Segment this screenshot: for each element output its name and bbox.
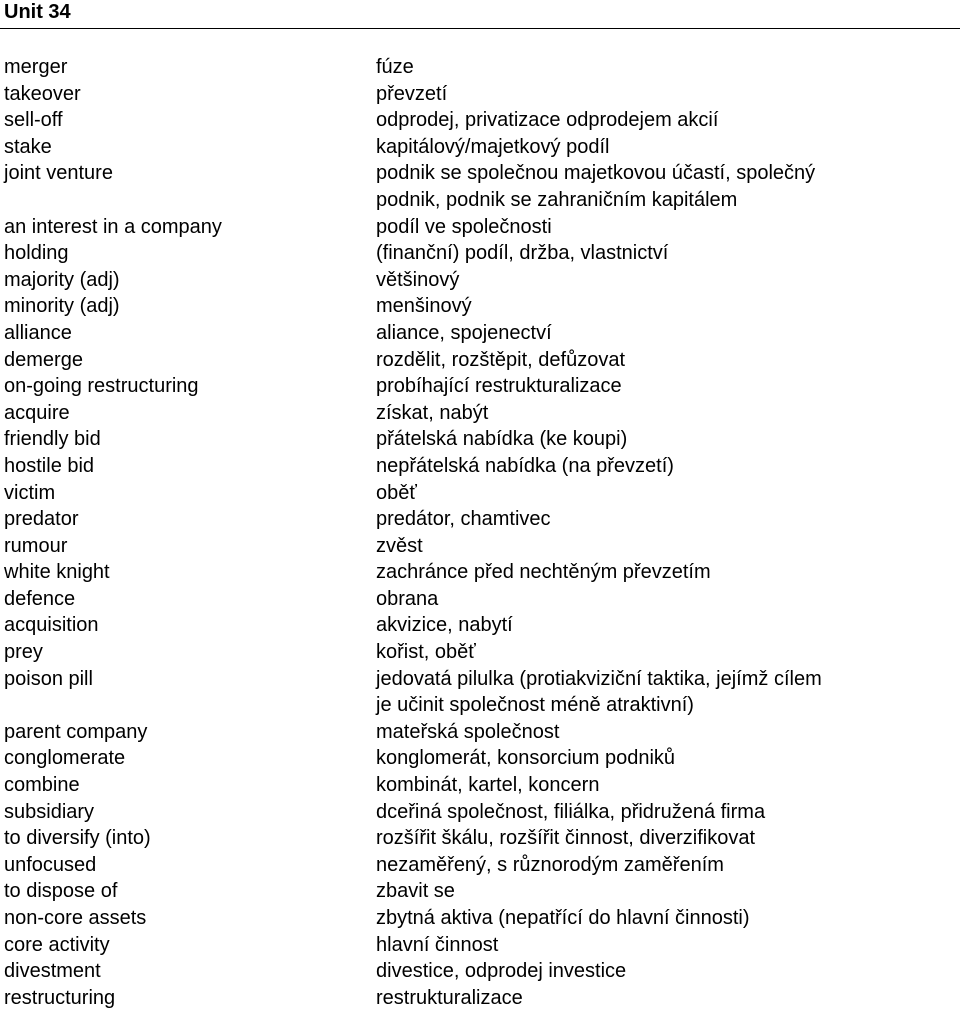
vocab-translation: přátelská nabídka (ke koupi)	[376, 428, 628, 451]
vocab-translation: oběť	[376, 481, 417, 504]
vocab-translation: akvizice, nabytí	[376, 614, 513, 637]
vocab-row	[0, 240, 960, 267]
vocab-row	[0, 639, 960, 666]
vocab-translation: fúze	[376, 56, 414, 78]
vocab-row	[0, 426, 960, 453]
vocab-translation: zvěst	[376, 534, 423, 557]
vocab-translation: mateřská společnost	[376, 720, 560, 743]
vocab-row	[0, 666, 960, 719]
vocab-term: subsidiary	[4, 800, 95, 823]
vocab-row	[0, 214, 960, 241]
vocab-term: restructuring	[4, 986, 116, 1009]
vocab-translation: probíhající restrukturalizace	[376, 375, 622, 398]
vocab-row	[0, 985, 960, 1012]
vocab-term: unfocused	[4, 853, 97, 876]
vocab-row	[0, 54, 960, 81]
vocab-term: core activity	[4, 933, 110, 956]
vocab-translation: aliance, spojenectví	[376, 321, 552, 344]
vocab-term: minority (adj)	[4, 295, 120, 318]
vocab-translation: menšinový	[376, 295, 472, 318]
vocab-row	[0, 719, 960, 746]
vocab-row	[0, 772, 960, 799]
vocab-row	[0, 612, 960, 639]
vocab-translation: zachránce před nechtěným převzetím	[376, 561, 711, 584]
vocab-row	[0, 825, 960, 852]
vocab-term: joint venture	[4, 162, 113, 185]
vocab-row	[0, 107, 960, 134]
vocab-translation: predátor, chamtivec	[376, 508, 551, 531]
vocab-term: friendly bid	[4, 428, 101, 451]
vocab-term: holding	[4, 242, 69, 265]
vocab-term: prey	[4, 641, 43, 664]
vocab-translation: konglomerát, konsorcium podniků	[376, 747, 676, 770]
vocab-term: an interest in a company	[4, 215, 222, 238]
vocab-term: poison pill	[4, 667, 93, 690]
vocab-row	[0, 373, 960, 400]
vocab-translation: podíl ve společnosti	[376, 215, 552, 238]
vocab-row	[0, 932, 960, 959]
vocab-row	[0, 878, 960, 905]
vocab-term: acquire	[4, 401, 70, 424]
vocab-term: sell-off	[4, 109, 63, 132]
vocab-translation: převzetí	[376, 82, 448, 105]
vocab-row	[0, 81, 960, 108]
vocab-row	[0, 267, 960, 294]
vocab-translation: rozdělit, rozštěpit, defůzovat	[376, 348, 626, 371]
vocab-term: hostile bid	[4, 454, 95, 477]
vocab-translation: zbavit se	[376, 880, 455, 903]
vocab-translation: hlavní činnost	[376, 933, 499, 956]
vocab-translation: rozšířit škálu, rozšířit činnost, diverzifikovat	[376, 827, 755, 850]
vocab-row	[0, 533, 960, 560]
vocab-row	[0, 586, 960, 613]
vocab-translation: nezaměřený, s různorodým zaměřením	[376, 853, 724, 876]
vocab-row	[0, 347, 960, 374]
vocab-translation: kořist, oběť	[376, 641, 476, 664]
vocab-term: majority (adj)	[4, 268, 120, 291]
vocab-translation: většinový	[376, 268, 460, 291]
vocab-row	[0, 293, 960, 320]
vocab-translation: zbytná aktiva (nepatřící do hlavní činnosti)	[376, 907, 750, 929]
vocab-term: predator	[4, 508, 79, 531]
vocab-term: to dispose of	[4, 880, 118, 903]
vocab-row	[0, 160, 960, 213]
vocab-row	[0, 852, 960, 879]
vocab-translation: podnik se společnou majetkovou účastí, společný podnik, podnik se zahraničním kapitálem	[376, 162, 816, 211]
vocab-term: on-going restructuring	[4, 375, 199, 398]
vocab-translation: nepřátelská nabídka (na převzetí)	[376, 454, 674, 477]
vocab-row	[0, 958, 960, 985]
vocab-translation: odprodej, privatizace odprodejem akcií	[376, 109, 719, 132]
vocab-term: merger	[4, 56, 68, 78]
vocab-translation: (finanční) podíl, držba, vlastnictví	[376, 242, 669, 265]
page-title: Unit 34	[4, 1, 71, 23]
vocab-row	[0, 400, 960, 427]
vocab-term: conglomerate	[4, 747, 126, 770]
vocab-row	[0, 134, 960, 161]
vocab-translation: jedovatá pilulka (protiakviziční taktika, jejímž cílem je učinit společnost méně atraktivní)	[376, 667, 822, 717]
vocab-term: demerge	[4, 348, 83, 371]
vocab-term: white knight	[4, 561, 110, 584]
vocab-term: alliance	[4, 321, 72, 344]
vocab-term: rumour	[4, 534, 68, 557]
vocab-translation: obrana	[376, 587, 439, 610]
vocab-row	[0, 745, 960, 772]
vocab-translation: získat, nabýt	[376, 401, 489, 424]
vocab-translation: kombinát, kartel, koncern	[376, 774, 600, 797]
vocab-term: acquisition	[4, 614, 99, 637]
vocab-term: to diversify (into)	[4, 827, 151, 850]
vocab-term: parent company	[4, 720, 148, 743]
vocab-term: takeover	[4, 82, 81, 105]
title-divider	[0, 28, 960, 29]
vocab-translation: divestice, odprodej investice	[376, 960, 627, 983]
vocab-row	[0, 480, 960, 507]
vocab-term: combine	[4, 774, 80, 797]
vocab-translation: dceřiná společnost, filiálka, přidružená firma	[376, 800, 766, 823]
vocab-translation: restrukturalizace	[376, 986, 523, 1009]
vocab-row	[0, 506, 960, 533]
vocab-row	[0, 453, 960, 480]
vocabulary-list	[0, 54, 960, 1011]
vocab-term: non-core assets	[4, 907, 147, 929]
vocab-term: victim	[4, 481, 56, 504]
vocab-term: divestment	[4, 960, 101, 983]
vocab-term: defence	[4, 587, 76, 610]
vocab-row	[0, 905, 960, 932]
vocab-row	[0, 799, 960, 826]
vocab-row	[0, 559, 960, 586]
vocab-row	[0, 320, 960, 347]
vocab-translation: kapitálový/majetkový podíl	[376, 135, 610, 158]
vocab-term: stake	[4, 135, 52, 158]
